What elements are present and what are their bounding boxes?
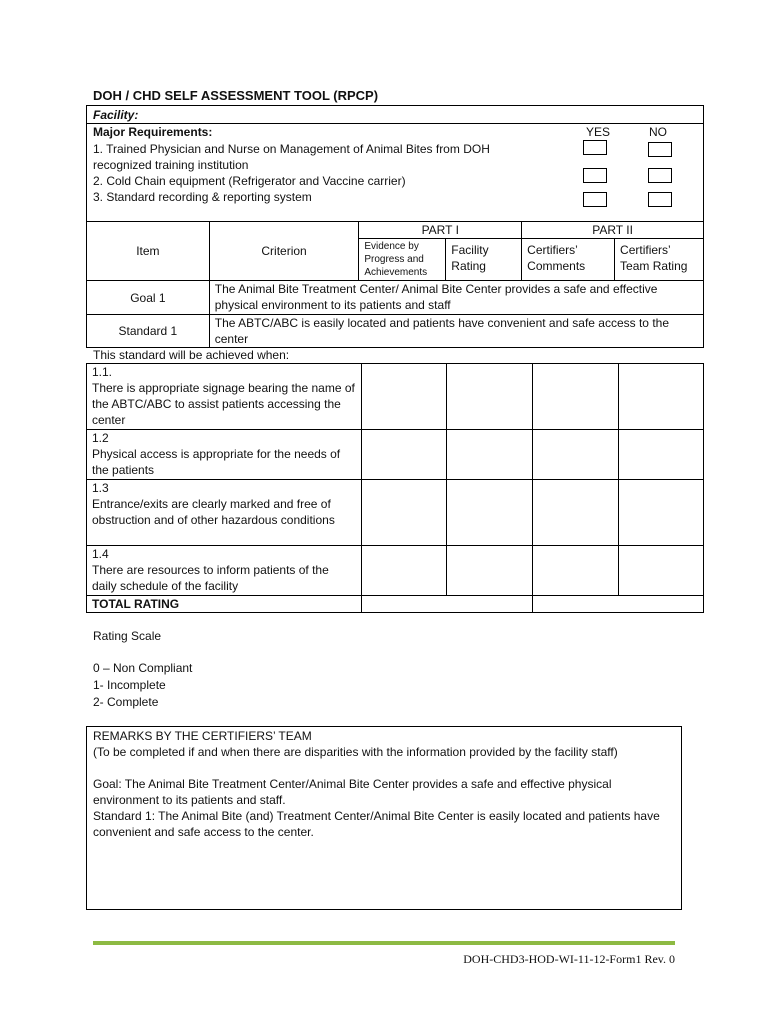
- criterion-text: There is appropriate signage bearing the name of the ABTC/ABC to assist patients accessing the center: [92, 381, 355, 427]
- remarks-goal: Goal: The Animal Bite Treatment Center/Animal Bite Center provides a safe and effective physical environment to its patients and staff.: [93, 777, 612, 807]
- certifiers-team-rating-input-cell[interactable]: [619, 364, 704, 430]
- no-label: NO: [649, 125, 667, 139]
- remarks-box: [86, 726, 682, 910]
- facility-block: [86, 105, 704, 222]
- certifiers-team-rating-header: Certifiers’ Team Rating: [615, 239, 704, 281]
- remarks-heading: REMARKS BY THE CERTIFIERS’ TEAM: [93, 729, 312, 743]
- criterion-row: [87, 546, 704, 596]
- criteria-table: [86, 363, 704, 613]
- criterion-row: [87, 480, 704, 546]
- criterion-text: There are resources to inform patients of the daily schedule of the facility: [92, 563, 329, 593]
- achieved-when-text: This standard will be achieved when:: [93, 348, 290, 362]
- evidence-header: Evidence by Progress and Achievements: [359, 239, 446, 281]
- rating-scale-item: 1- Incomplete: [93, 678, 166, 692]
- rating-scale-item: 2- Complete: [93, 695, 159, 709]
- facility-rating-input-cell[interactable]: [447, 430, 533, 480]
- criterion-header: Criterion: [209, 222, 359, 281]
- footer-document-code: DOH-CHD3-HOD-WI-11-12-Form1 Rev. 0: [463, 952, 675, 966]
- facility-label: Facility:: [93, 108, 139, 122]
- major-requirements-heading: Major Requirements:: [93, 125, 213, 139]
- total-rating-label: TOTAL RATING: [87, 596, 362, 613]
- criterion-cell: [87, 430, 362, 480]
- facility-rating-input-cell[interactable]: [447, 364, 533, 430]
- rating-scale-item: 0 – Non Compliant: [93, 661, 193, 675]
- criterion-row: [87, 364, 704, 430]
- document-title: DOH / CHD SELF ASSESSMENT TOOL (RPCP): [93, 88, 379, 103]
- part1-header: PART I: [359, 222, 522, 239]
- facility-rating-input-cell[interactable]: [447, 480, 533, 546]
- certifiers-team-rating-input-cell[interactable]: [619, 430, 704, 480]
- standard-label: Standard 1: [87, 315, 210, 348]
- req3-no-checkbox[interactable]: [648, 192, 672, 207]
- criterion-number: 1.3: [92, 481, 109, 495]
- remarks-spacer: [93, 760, 675, 776]
- requirement-item: 1. Trained Physician and Nurse on Management of Animal Bites from DOH recognized training institution: [93, 142, 490, 172]
- part2-header: PART II: [522, 222, 704, 239]
- criterion-number: 1.1.: [92, 365, 113, 379]
- assessment-header-table: [86, 221, 704, 348]
- requirement-item: 2. Cold Chain equipment (Refrigerator and Vaccine carrier): [93, 174, 406, 188]
- criterion-number: 1.4: [92, 547, 109, 561]
- total-rating-row: [87, 596, 704, 613]
- requirement-item: 3. Standard recording & reporting system: [93, 190, 312, 204]
- total-certifiers-rating-cell[interactable]: [533, 596, 704, 613]
- evidence-input-cell[interactable]: [361, 364, 447, 430]
- criterion-cell: [87, 364, 362, 430]
- criterion-cell: [87, 546, 362, 596]
- req1-no-checkbox[interactable]: [648, 142, 672, 157]
- rating-scale-heading: Rating Scale: [93, 629, 162, 643]
- remarks-note: (To be completed if and when there are disparities with the information provided by the facility staff): [93, 745, 618, 759]
- certifiers-comments-input-cell[interactable]: [533, 480, 619, 546]
- evidence-input-cell[interactable]: [361, 546, 447, 596]
- standard-text: The ABTC/ABC is easily located and patients have convenient and safe access to the center: [209, 315, 703, 348]
- req2-yes-checkbox[interactable]: [583, 168, 607, 183]
- criterion-cell: [87, 480, 362, 546]
- criterion-text: Physical access is appropriate for the needs of the patients: [92, 447, 341, 477]
- certifiers-comments-input-cell[interactable]: [533, 546, 619, 596]
- certifiers-comments-header: Certifiers’ Comments: [522, 239, 615, 281]
- criterion-number: 1.2: [92, 431, 109, 445]
- certifiers-team-rating-input-cell[interactable]: [619, 546, 704, 596]
- certifiers-comments-input-cell[interactable]: [533, 364, 619, 430]
- facility-rating-header: Facility Rating: [446, 239, 522, 281]
- req1-yes-checkbox[interactable]: [583, 140, 607, 155]
- goal-label: Goal 1: [87, 281, 210, 315]
- total-facility-rating-cell[interactable]: [361, 596, 533, 613]
- certifiers-team-rating-input-cell[interactable]: [619, 480, 704, 546]
- goal-text: The Animal Bite Treatment Center/ Animal Bite Center provides a safe and effective physical environment to its patients and staff: [209, 281, 703, 315]
- criterion-row: [87, 430, 704, 480]
- certifiers-comments-input-cell[interactable]: [533, 430, 619, 480]
- req2-no-checkbox[interactable]: [648, 168, 672, 183]
- yes-label: YES: [586, 125, 611, 139]
- facility-rating-input-cell[interactable]: [447, 546, 533, 596]
- evidence-input-cell[interactable]: [361, 480, 447, 546]
- req3-yes-checkbox[interactable]: [583, 192, 607, 207]
- item-header: Item: [87, 222, 210, 281]
- footer-divider: [93, 941, 675, 945]
- remarks-standard: Standard 1: The Animal Bite (and) Treatment Center/Animal Bite Center is easily located and patients have convenient and safe access to the center.: [93, 809, 660, 839]
- criterion-text: Entrance/exits are clearly marked and free of obstruction and of other hazardous conditions: [92, 497, 335, 527]
- evidence-input-cell[interactable]: [361, 430, 447, 480]
